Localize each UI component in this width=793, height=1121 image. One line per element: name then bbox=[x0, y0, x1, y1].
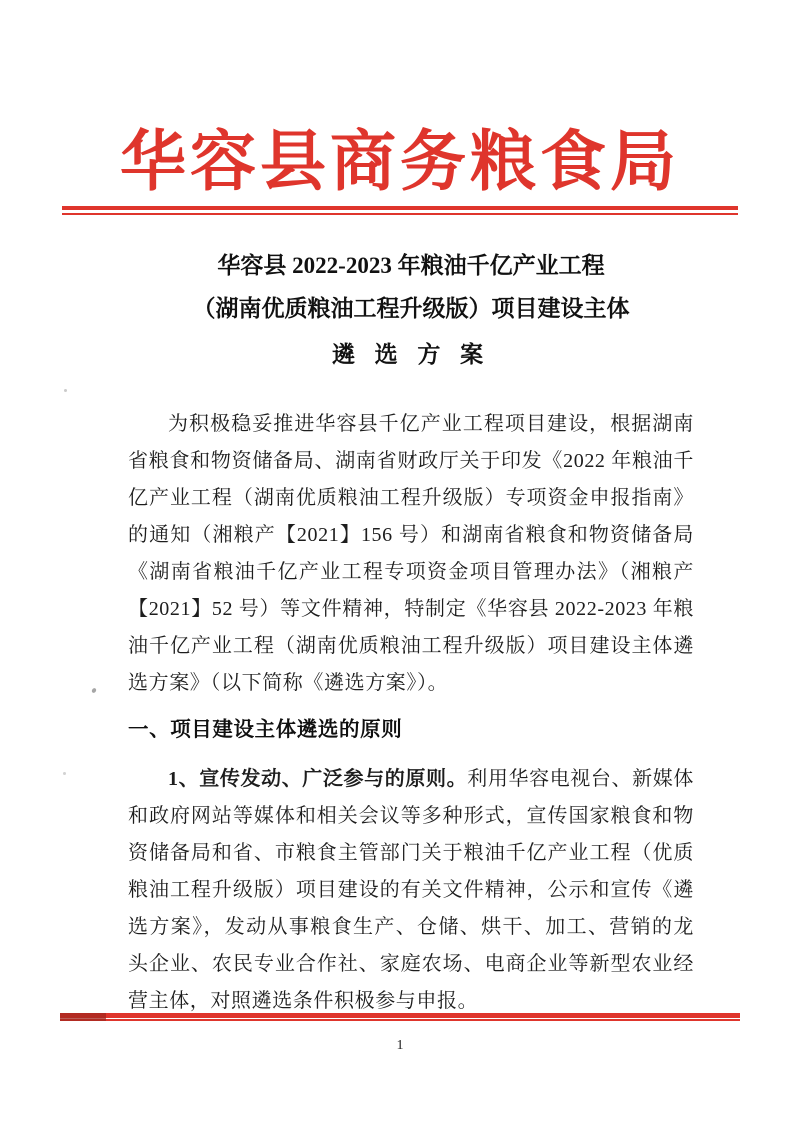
document-title-line3: 遴 选 方 案 bbox=[331, 342, 491, 367]
letterhead-divider-thin-line bbox=[62, 213, 738, 215]
letterhead-org-name: 华容县商务粮食局 bbox=[120, 126, 680, 199]
document-body bbox=[128, 406, 694, 1020]
paragraph-item-1-lead: 1、宣传发动、广泛参与的原则。 bbox=[168, 768, 468, 790]
page-number: 1 bbox=[396, 1038, 404, 1053]
letterhead-divider bbox=[62, 206, 738, 215]
document-title bbox=[128, 244, 694, 376]
footer-divider-thin-line bbox=[60, 1019, 740, 1021]
footer-divider bbox=[60, 1013, 740, 1021]
paragraph-item-1-text: 利用华容电视台、新媒体和政府网站等媒体和相关会议等多种形式，宣传国家粮食和物资储备局和省、市粮食主管部门关于粮油千亿产业工程（优质粮油工程升级版）项目建设的有关文件精神，公示和宣传《遴选方案》，发动从事粮食生产、仓储、烘干、加工、营销的龙头企业、农民专业合作社、家庭农场、电商企业等新型农业经营主体，对照遴选条件积极参与申报。 bbox=[128, 768, 694, 1012]
section-heading-1: 一、项目建设主体遴选的原则 bbox=[128, 719, 403, 741]
document-title-line2: （湖南优质粮油工程升级版）项目建设主体 bbox=[192, 296, 630, 321]
scan-artifact-speck bbox=[63, 772, 66, 775]
paragraph-item-1 bbox=[128, 761, 694, 1020]
document-title-line1: 华容县 2022-2023 年粮油千亿产业工程 bbox=[217, 253, 605, 278]
scan-artifact-speck bbox=[91, 687, 97, 693]
paragraph-intro: 为积极稳妥推进华容县千亿产业工程项目建设，根据湖南省粮食和物资储备局、湖南省财政厅关于印发《2022 年粮油千亿产业工程（湖南优质粮油工程升级版）专项资金申报指南》的通知（湘粮产【2021】156 号）和湖南省粮食和物资储备局《湖南省粮油千亿产业工程专项资金项目管理办法》（湘粮产【2021】52 号）等文件精神，特制定《华容县 2022-2023 年粮油千亿产业工程（湖南优质粮油工程升级版）项目建设主体遴选方案》（以下简称《遴选方案》）。 bbox=[128, 413, 694, 694]
footer-divider-ink-smudge bbox=[60, 1013, 106, 1021]
scan-artifact-speck bbox=[64, 389, 67, 392]
